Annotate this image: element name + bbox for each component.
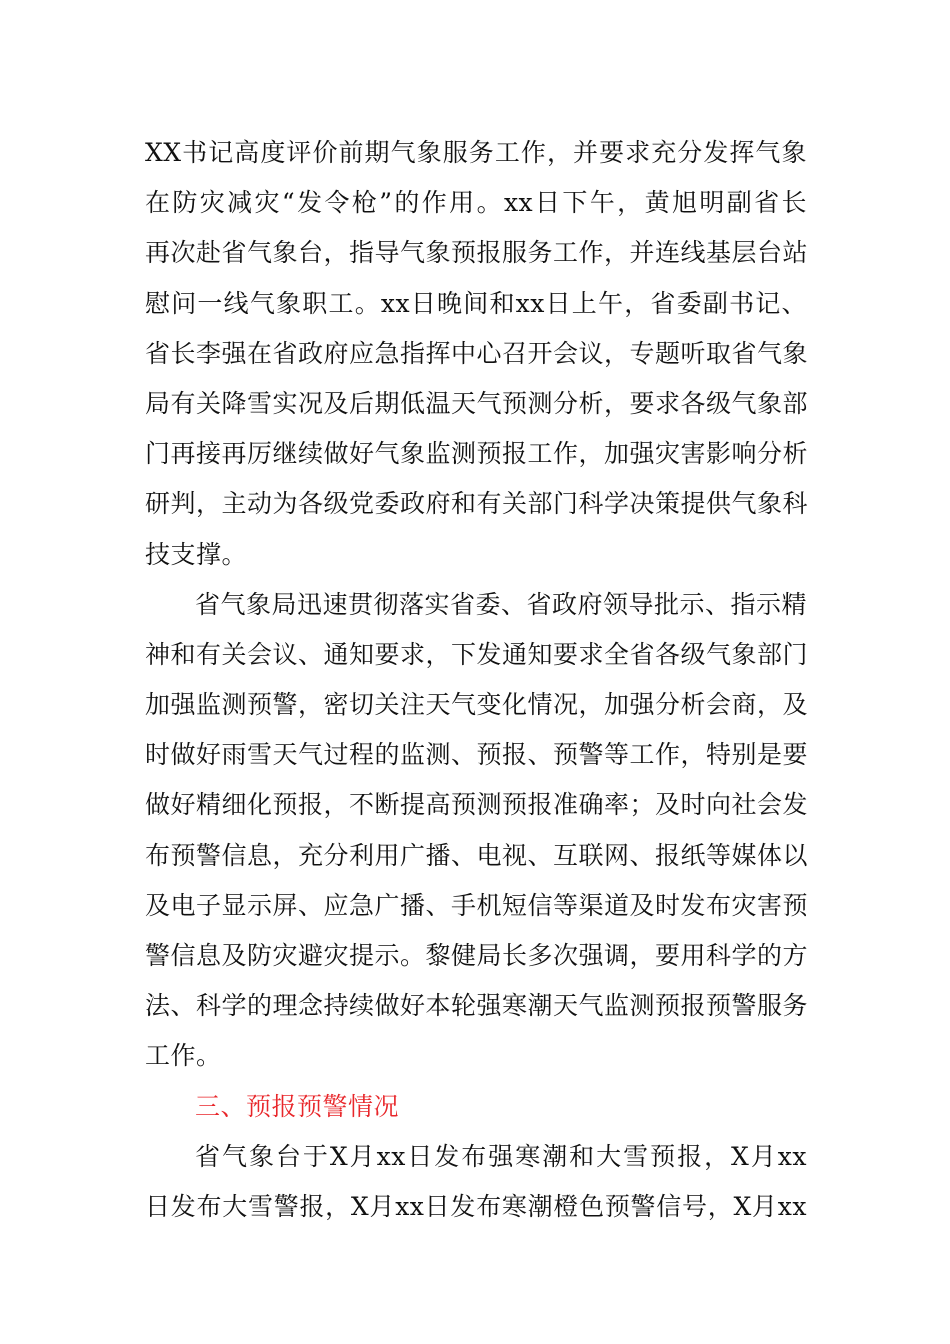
text-line: 慰问一线气象职工。xx日晚间和xx日上午，省委副书记、: [145, 288, 807, 318]
text-line: 在防灾减灾“发令枪”的作用。xx日下午，黄旭明副省长: [145, 188, 807, 218]
document-page: [145, 128, 807, 1232]
text-line: 省长李强在省政府应急指挥中心召开会议，专题听取省气象: [145, 338, 809, 368]
text-line: 门再接再厉继续做好气象监测预报工作，加强灾害影响分析: [145, 439, 809, 469]
text-line: 神和有关会议、通知要求，下发通知要求全省各级气象部门: [145, 639, 809, 669]
text-line: 技支撑。: [145, 539, 248, 569]
section-heading: 三、预报预警情况: [195, 1091, 400, 1121]
paragraph: [145, 580, 807, 1082]
text-line: 再次赴省气象台，指导气象预报服务工作，并连线基层台站: [145, 238, 809, 268]
text-line: XX书记高度评价前期气象服务工作，并要求充分发挥气象: [145, 138, 807, 167]
text-line: 法、科学的理念持续做好本轮强寒潮天气监测预报预警服务: [145, 991, 809, 1021]
text-line: 省气象局迅速贯彻落实省委、省政府领导批示、指示精: [195, 589, 808, 619]
text-line: 布预警信息，充分利用广播、电视、互联网、报纸等媒体以: [145, 840, 809, 870]
text-line: 省气象台于X月xx日发布强寒潮和大雪预报，X月xx: [195, 1141, 807, 1171]
text-line: 研判，主动为各级党委政府和有关部门科学决策提供气象科: [145, 489, 809, 519]
text-line: 工作。: [145, 1041, 222, 1071]
text-line: 警信息及防灾避灾提示。黎健局长多次强调，要用科学的方: [145, 941, 809, 970]
paragraph: [145, 1132, 807, 1232]
paragraph: [145, 128, 807, 580]
text-line: 局有关降雪实况及后期低温天气预测分析，要求各级气象部: [145, 388, 809, 418]
text-line: 日发布大雪警报，X月xx日发布寒潮橙色预警信号，X月xx: [145, 1191, 807, 1221]
text-line: 及电子显示屏、应急广播、手机短信等渠道及时发布灾害预: [145, 890, 809, 920]
text-line: 加强监测预警，密切关注天气变化情况，加强分析会商，及: [145, 690, 809, 720]
text-line: 做好精细化预报，不断提高预测预报准确率；及时向社会发: [145, 790, 809, 820]
text-line: 时做好雨雪天气过程的监测、预报、预警等工作，特别是要: [145, 740, 809, 770]
